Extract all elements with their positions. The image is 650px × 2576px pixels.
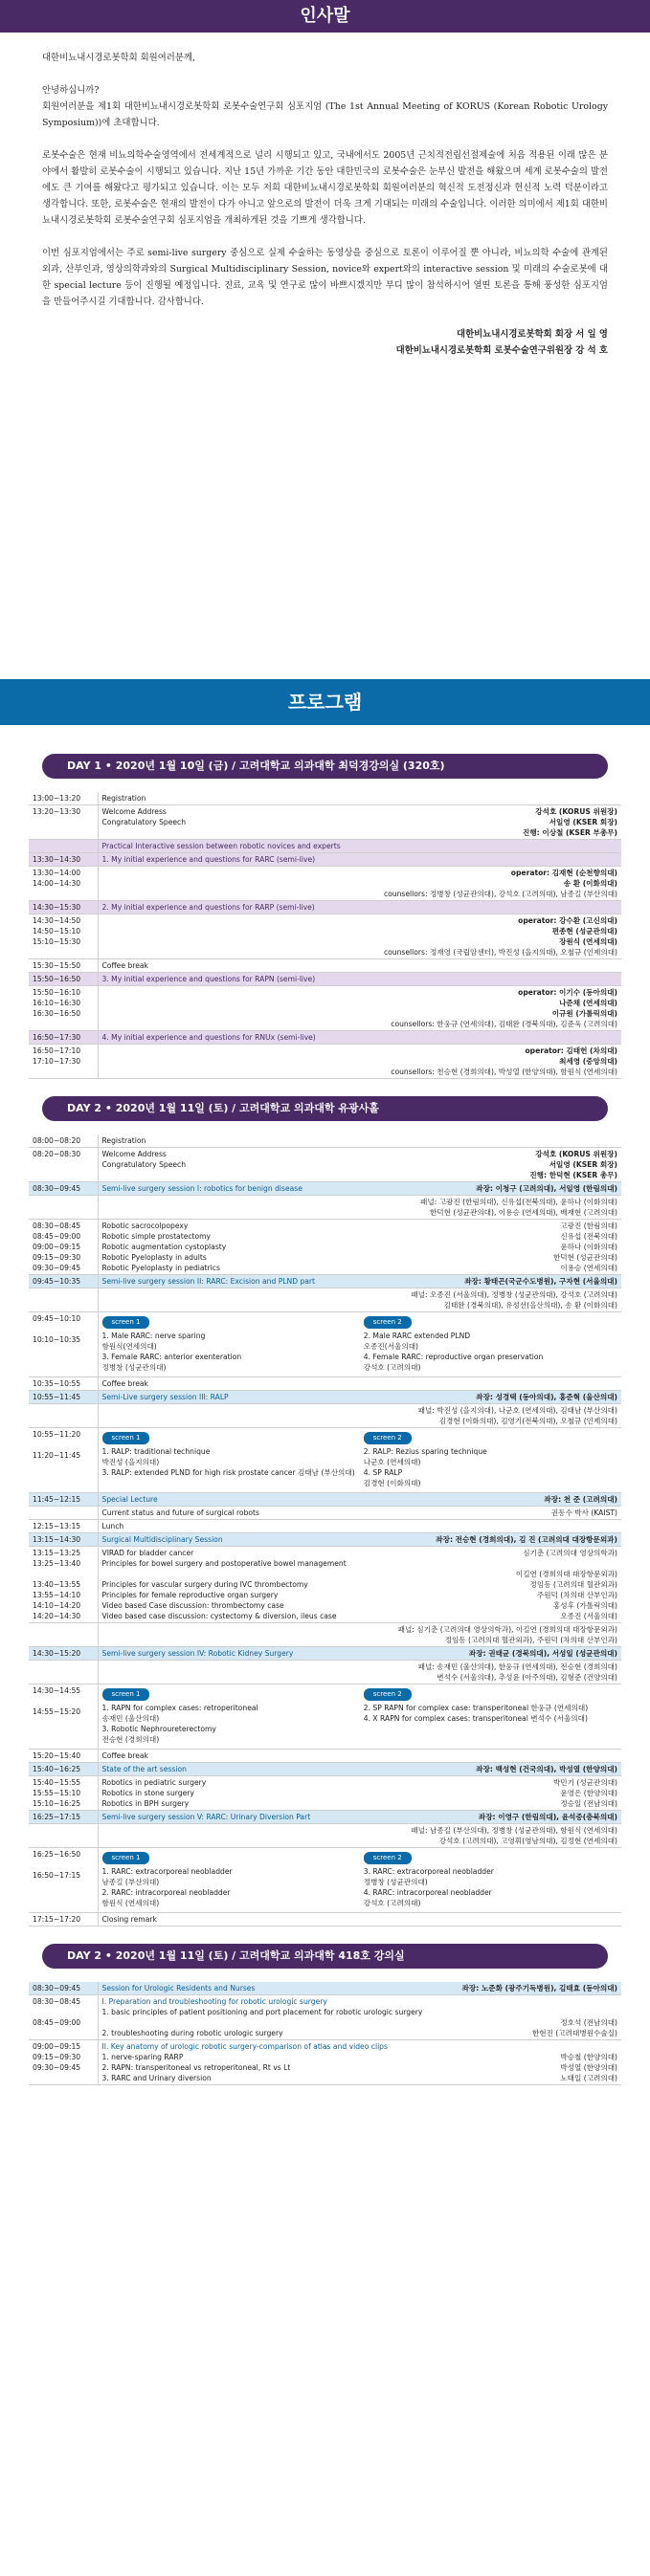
day-title-bar: DAY 1 • 2020년 1월 10일 (금) / 고려대학교 의과대학 최덕경강의실 (320호)	[42, 754, 608, 779]
time-slot: 13:15~14:30	[29, 1533, 98, 1547]
time-slot: 08:30~09:45	[29, 1182, 98, 1196]
table-row	[29, 1196, 621, 1220]
screen-columns	[102, 1849, 618, 1911]
speaker-info: 패널: 박진성 (을지의대), 나군호 (연세의대), 김태남 (부산의대) 김경현 (이화의대), 김영기(전북의대), 오철규 (인제의대)	[417, 1406, 617, 1425]
screen-column	[102, 1316, 356, 1373]
speaker-info: 패널: 고광진 (한림의대), 신유섭(전북의대), 윤하나 (이화의대) 한덕현 (성균관의대), 이용승 (연세의대), 배재현 (고려의대)	[420, 1198, 617, 1217]
program-section	[0, 725, 650, 2085]
screen-columns	[102, 1685, 618, 1748]
session-line	[102, 1197, 618, 1218]
screen-talks: 1. Male RARC: nerve sparing 함원식(연세의대) 3. Female RARC: anterior exenteration 정병창 (성균관의대)	[101, 1332, 242, 1372]
speaker-info: 패널: 오종진 (서울의대), 정병창 (성균관의대), 강석호 (고려의대) 김태완 (경북의대), 유성선(을산의대), 송 환 (이화의대)	[411, 1290, 617, 1310]
table-row	[29, 1134, 621, 1148]
table-row	[29, 1547, 621, 1623]
session-line	[102, 1521, 618, 1531]
session-cell	[98, 1134, 621, 1148]
table-row	[29, 1623, 621, 1647]
table-row	[29, 1533, 621, 1547]
speaker-info: 박민기 (성균관의대) 윤영은 (한양의대) 정승일 (전남의대)	[552, 1778, 617, 1808]
counsellors-info: counsellors: 천승현 (경희의대), 박성열 (한양의대), 함원식 (연세의대)	[391, 1068, 617, 1076]
time-slot: 08:00~08:20	[29, 1134, 98, 1148]
session-title: 2. My initial experience and questions for RARP (semi-live)	[101, 903, 315, 912]
time-slot: 13:20~13:30	[29, 805, 98, 840]
time-slot: 11:45~12:15	[29, 1493, 98, 1507]
table-row	[29, 1776, 621, 1811]
session-title: Robotics in pediatric surgery Robotics in stone surgery Robotics in BPH surgery	[101, 1778, 207, 1808]
time-slot: 12:15~13:15	[29, 1520, 98, 1533]
time-slot: 14:30~15:20	[29, 1647, 98, 1661]
screen-column	[364, 1852, 617, 1908]
time-slot: 08:20~08:30	[29, 1148, 98, 1182]
talk-list: 1. nerve-sparing RARP 2. RAPN: transperitoneal vs retroperitoneal, Rt vs Lt 3. RARC and Urinary diversion	[101, 2053, 291, 2082]
screen-talks: 3. RARC: extracorporeal neobladder 정병창 (성균관의대) 4. RARC: intracorporeal neobladder 강석호 (고려의대)	[363, 1867, 494, 1907]
session-cell	[98, 1182, 621, 1196]
session-cell	[98, 1848, 621, 1913]
session-cell	[98, 986, 621, 1031]
table-row	[29, 1661, 621, 1684]
chair-info: 좌장: 권태균 (경북의대), 서성일 (성균관의대)	[468, 1649, 617, 1658]
session-cell	[98, 1661, 621, 1684]
screen-talks: 2. Male RARC extended PLND 오종진(서울의대) 4. Female RARC: reproductive organ preservation 강석호 (고려의대)	[363, 1332, 544, 1372]
session-title: Practical Interactive session between robotic novices and experts	[101, 842, 341, 850]
time-slot: 08:30~09:45	[29, 1982, 98, 1995]
time-slot: 10:35~10:55	[29, 1377, 98, 1391]
table-row	[29, 1995, 621, 2040]
time-slot: 15:20~15:40	[29, 1750, 98, 1763]
time-slot: 08:30~08:45 08:45~09:00 09:00~09:15 09:15~09:30 09:30~09:45	[29, 1220, 98, 1275]
session-cell	[98, 901, 621, 914]
screen-column	[364, 1432, 617, 1488]
session-line	[102, 1534, 618, 1545]
time-slot: 16:25~17:15	[29, 1811, 98, 1824]
session-title: Surgical Multidisciplinary Session	[101, 1535, 223, 1544]
time-slot: 16:25~16:50 16:50~17:15	[29, 1848, 98, 1913]
session-line	[102, 987, 618, 1019]
subsection-body	[102, 2052, 618, 2083]
screen-badge: screen 2	[364, 1688, 412, 1701]
time-slot: 15:30~15:50	[29, 959, 98, 973]
session-line	[102, 1378, 618, 1389]
table-row	[29, 1824, 621, 1848]
session-cell	[98, 1507, 621, 1520]
screen-talks: 1. RAPN for complex cases: retroperitoneal 송재민 (울산의대) 3. Robotic Nephroureterectomy 전승현 (경희의대)	[101, 1704, 258, 1744]
session-line	[102, 1392, 618, 1402]
time-slot: 10:55~11:20 11:20~11:45	[29, 1428, 98, 1493]
time-slot	[29, 1404, 98, 1428]
table-row	[29, 1684, 621, 1750]
day-gap	[29, 1926, 621, 1944]
table-row	[29, 867, 621, 901]
session-title: Session for Urologic Residents and Nurses	[101, 1984, 256, 1993]
greeting-paragraph-2: 로봇수술은 현재 비뇨의학수술영역에서 전세계적으로 널리 시행되고 있고, 국내에서도 2005년 근치적전립선절제술에 처음 적용된 이래 많은 분야에서 활발히 로봇수술이 시행되고 있습니다. 지난 15년 가까운 기간 동안 대한민국의 로봇수술은 눈부신 발전을 해왔으며 세계 로봇수술의 발전에도 큰 기여를 해왔다고 평가되고 있습니다. 이는 모두 저희 대한비뇨내시경로봇학회 회원여러분의 혁신적 도전정신과 헌신적 노력 덕분이라고 생각합니다. 또한, 로봇수술은 현재의 발전이 다가 아니고 앞으로의 발전이 더욱 크게 기대되는 미래의 수술입니다. 이러한 의미에서 제1회 대한비뇨내시경로봇학회 로봇수술연구회 심포지엄을 개최하게된 것을 기쁘게 생각합니다.	[42, 150, 608, 226]
session-line	[102, 915, 618, 947]
signature-chair: 대한비뇨내시경로봇학회 로봇수술연구위원장 강 석 호	[395, 345, 608, 356]
session-cell	[98, 867, 621, 901]
time-slot: 13:30~14:00 14:00~14:30	[29, 867, 98, 901]
session-line	[102, 1135, 618, 1146]
table-row	[29, 914, 621, 959]
table-row	[29, 973, 621, 986]
screen-column	[102, 1852, 356, 1908]
session-cell	[98, 1275, 621, 1288]
screen-badge: screen 1	[102, 1852, 150, 1864]
session-line	[102, 1046, 618, 1067]
time-slot: 14:30~14:55 14:55~15:20	[29, 1684, 98, 1750]
greeting-paragraph-3: 이번 심포지엄에서는 주로 semi-live surgery 중심으로 실제 수술하는 동영상을 중심으로 토론이 이루어질 뿐 아니라, 비뇨의학 수술에 관계된 외과, 산부인과, 영상의학과와의 Surgical Multidisciplinary Session, novice와 expert와의 interactive session 및 미래의 수술로봇에 대한 special lecture 등이 진행될 예정입니다. 진료, 교육 및 연구로 많이 바쁘시겠지만 부디 많이 참석하시어 열띤 토론을 통해 풍성한 심포지엄을 만들어주시길 기대합니다. 감사합니다.	[42, 248, 608, 307]
subsection-title: I. Preparation and troubleshooting for robotic urologic surgery	[101, 1997, 327, 2006]
program-banner: 프로그램	[0, 679, 650, 725]
time-slot	[29, 840, 98, 853]
screen-badge: screen 2	[364, 1432, 412, 1444]
session-cell	[98, 792, 621, 805]
session-cell	[98, 1493, 621, 1507]
session-title: Semi-Live surgery session III: RALP	[101, 1393, 229, 1401]
session-title: Lunch	[101, 1522, 124, 1530]
table-row	[29, 1031, 621, 1045]
screen-talks: 1. RALP: traditional technique 박진성 (을지의대) 3. RALP: extended PLND for high risk prostate cancer 김태남 (부산의대)	[101, 1447, 355, 1477]
day-title-bar: DAY 2 • 2020년 1월 11일 (토) / 고려대학교 의과대학 418호 강의실	[42, 1944, 608, 1969]
greeting-banner: 인사말	[0, 0, 650, 33]
screen-column	[102, 1688, 356, 1745]
speaker-info: 패널: 심기춘 (고려의대 영상의학과), 이길연 (경희의대 대장항문외과) 정임동 (고려의대 혈관외과), 주원덕 (차의대 산부인과)	[397, 1625, 617, 1644]
session-cell	[98, 1377, 621, 1391]
time-slot	[29, 1507, 98, 1520]
session-cell	[98, 1824, 621, 1848]
session-title: Current status and future of surgical robots	[101, 1508, 259, 1517]
table-row	[29, 1045, 621, 1079]
session-line	[102, 868, 618, 889]
table-row	[29, 959, 621, 973]
chair-info: 좌장: 성경택 (동아의대), 홍준혁 (울산의대)	[476, 1393, 617, 1401]
session-cell	[98, 1995, 621, 2040]
session-line	[102, 793, 618, 804]
time-slot: 17:15~17:20	[29, 1913, 98, 1926]
session-cell	[98, 1750, 621, 1763]
speaker-list: 정호석 (전남의대) 한현진 (고려대병원수술실)	[531, 2018, 617, 2037]
table-row	[29, 853, 621, 867]
time-slot: 09:45~10:10 10:10~10:35	[29, 1312, 98, 1377]
time-slot: 13:00~13:20	[29, 792, 98, 805]
session-line	[102, 854, 618, 865]
session-cell	[98, 853, 621, 867]
session-cell	[98, 1982, 621, 1995]
session-cell	[98, 1623, 621, 1647]
table-row	[29, 792, 621, 805]
table-row	[29, 1220, 621, 1275]
screen-talks: 2. RALP: Rezius sparing technique 나군호 (연세의대) 4. SP RALP 김경현 (이화의대)	[363, 1447, 487, 1487]
time-slot: 09:45~10:35	[29, 1275, 98, 1288]
speaker-info: operator: 강수환 (고신의대) 편종현 (성균관의대) 장원식 (연세의대)	[518, 916, 617, 946]
speaker-info: 패널: 송재민 (울산의대), 한웅규 (연세의대), 전승현 (경희의대) 변석수 (서울의대), 추성윤 (아주의대), 김형준 (건양의대)	[417, 1662, 617, 1682]
table-row	[29, 901, 621, 914]
session-title: Registration	[101, 1136, 146, 1145]
session-line	[102, 1914, 618, 1925]
session-title: VIRAD for bladder cancer Principles for bowel surgery and postoperative bowel management Principles for vascular surgery during IVC thrombectomy Principles for female reproductive organ surgery Video based Case discussion: thrombectomy case Video based case discussion: cystectomy & diversion, ileus case	[101, 1549, 347, 1620]
day-title-bar: DAY 2 • 2020년 1월 11일 (토) / 고려대학교 의과대학 유광사홀	[42, 1096, 608, 1121]
chair-info: 좌장: 이청구 (고려의대), 서일영 (한림의대)	[476, 1184, 617, 1193]
session-title: Closing remark	[101, 1915, 157, 1924]
session-title: Registration	[101, 794, 146, 803]
chair-info: 좌장: 노준화 (광주기독병원), 김태효 (동아의대)	[461, 1984, 617, 1993]
time-slot: 15:50~16:10 16:10~16:30 16:30~16:50	[29, 986, 98, 1031]
greeting-letter	[0, 33, 650, 679]
time-slot: 16:50~17:30	[29, 1031, 98, 1045]
table-row	[29, 1507, 621, 1520]
session-line	[102, 1825, 618, 1846]
session-cell	[98, 1404, 621, 1428]
session-cell	[98, 914, 621, 959]
screen-badge: screen 2	[364, 1852, 412, 1864]
session-title: Welcome Address Congratulatory Speech	[101, 807, 187, 826]
table-row	[29, 1493, 621, 1507]
table-row	[29, 840, 621, 853]
session-cell	[98, 1288, 621, 1312]
session-line	[102, 1149, 618, 1180]
screen-column	[364, 1688, 617, 1745]
session-line	[102, 1983, 618, 1993]
session-cell	[98, 1391, 621, 1404]
time-slot	[29, 1661, 98, 1684]
table-row	[29, 986, 621, 1031]
session-line	[102, 902, 618, 913]
table-row	[29, 1763, 621, 1776]
session-cell	[98, 840, 621, 853]
speaker-info: 고광진 (한림의대) 신유섭 (전북의대) 윤하나 (이화의대) 한덕현 (성균관의대) 이용승 (연세의대)	[552, 1222, 617, 1272]
session-cell	[98, 1220, 621, 1275]
counsellors-info: counsellors: 정재영 (국립암센터), 박진성 (을지의대), 오철규 (인제의대)	[383, 948, 617, 957]
speaker-info: 강석호 (KORUS 위원장) 서일영 (KSER 회장) 진행: 이상철 (KSER 부총무)	[523, 807, 617, 837]
session-line	[102, 960, 618, 971]
session-cell	[98, 1811, 621, 1824]
session-line	[102, 1289, 618, 1310]
session-cell	[98, 1684, 621, 1750]
speaker-info: 권동수 박사 (KAIST)	[550, 1508, 617, 1517]
time-slot	[29, 1196, 98, 1220]
session-line	[102, 841, 618, 851]
table-row	[29, 1848, 621, 1913]
day-gap	[29, 1079, 621, 1096]
speaker-info: 심기춘 (고려의대 영상의학과) 이길연 (경희의대 대장항문외과) 정임동 (고려의대 혈관외과) 주원덕 (차의대 산부인과) 홍성후 (가톨릭의대) 오종진 (서울의대)	[515, 1549, 617, 1620]
time-slot: 13:30~14:30	[29, 853, 98, 867]
session-cell	[98, 1031, 621, 1045]
subsection-body	[102, 2007, 618, 2038]
session-cell	[98, 1776, 621, 1811]
session-line	[102, 1624, 618, 1645]
session-title: 3. My initial experience and questions for RAPN (semi-live)	[101, 975, 316, 983]
table-row	[29, 1391, 621, 1404]
time-slot	[29, 1288, 98, 1312]
table-row	[29, 1913, 621, 1926]
session-title: 1. My initial experience and questions for RARC (semi-live)	[101, 855, 316, 864]
session-title: State of the art session	[101, 1765, 187, 1773]
session-line	[102, 1276, 618, 1287]
session-line	[102, 806, 618, 838]
screen-badge: screen 1	[102, 1432, 150, 1444]
chair-info: 좌장: 전승현 (경희의대), 김 진 (고려의대 대장항문외과)	[436, 1535, 617, 1544]
table-row	[29, 1182, 621, 1196]
speaker-info: operator: 김태헌 (차의대) 최세영 (중앙의대)	[525, 1046, 617, 1066]
session-title: 4. My initial experience and questions for RNUx (semi-live)	[101, 1033, 316, 1042]
session-cell	[98, 1312, 621, 1377]
time-slot: 15:40~16:25	[29, 1763, 98, 1776]
talk-list: 1. basic principles of patient positioning and port placement for robotic urologic surgery 2. troubleshooting during robotic urologic surgery	[101, 2008, 423, 2037]
time-slot: 16:50~17:10 17:10~17:30	[29, 1045, 98, 1079]
table-row	[29, 1404, 621, 1428]
screen-badge: screen 2	[364, 1316, 412, 1329]
chair-info: 좌장: 천 준 (고려의대)	[544, 1495, 617, 1504]
time-slot: 14:30~14:50 14:50~15:10 15:10~15:30	[29, 914, 98, 959]
time-slot: 13:15~13:25 13:25~13:40 13:40~13:55 13:55~14:10 14:10~14:20 14:20~14:30	[29, 1547, 98, 1623]
session-line	[102, 1508, 618, 1518]
table-row	[29, 1377, 621, 1391]
subsection-title: II. Key anatomy of urologic robotic surgery-comparison of atlas and video clips	[101, 2042, 388, 2051]
table-row	[29, 2040, 621, 2085]
session-line	[102, 1777, 618, 1809]
session-line	[102, 1548, 618, 1621]
schedule-table	[29, 1982, 621, 2085]
speaker-info: 패널: 남종길 (부산의대), 정병창 (성균관의대), 함원식 (연세의대) 강석호 (고려의대), 고영휘(영남의대), 김정현 (연세의대)	[411, 1826, 617, 1845]
session-title: Coffee break	[101, 961, 148, 970]
table-row	[29, 1312, 621, 1377]
time-slot: 14:30~15:30	[29, 901, 98, 914]
chair-info: 좌장: 백성현 (건국의대), 박성열 (한양의대)	[476, 1765, 617, 1773]
screen-columns	[102, 1429, 618, 1491]
session-cell	[98, 1763, 621, 1776]
session-title: Welcome Address Congratulatory Speech	[101, 1150, 187, 1169]
session-line	[102, 974, 618, 984]
session-cell	[98, 805, 621, 840]
session-cell	[98, 1647, 621, 1661]
session-cell	[98, 1196, 621, 1220]
time-slot: 08:30~08:45 08:45~09:00	[29, 1995, 98, 2040]
session-title: Semi-live surgery session IV: Robotic Kidney Surgery	[101, 1649, 294, 1658]
schedule-table	[29, 1134, 621, 1926]
screen-columns	[102, 1313, 618, 1376]
session-line	[102, 1405, 618, 1426]
counsellors-info: counsellors: 한웅규 (연세의대), 김태완 (경북의대), 김준욱 (고려의대)	[391, 1020, 617, 1028]
session-line	[102, 1662, 618, 1683]
session-cell	[98, 1913, 621, 1926]
time-slot	[29, 1824, 98, 1848]
session-cell	[98, 973, 621, 986]
session-cell	[98, 1045, 621, 1079]
session-cell	[98, 2040, 621, 2085]
table-row	[29, 1288, 621, 1312]
time-slot	[29, 1623, 98, 1647]
session-line	[102, 1221, 618, 1273]
session-line	[102, 1032, 618, 1043]
table-row	[29, 1428, 621, 1493]
chair-info: 좌장: 황태곤(국군수도병원), 구자현 (서울의대)	[464, 1277, 617, 1286]
session-title: Semi-live surgery session II: RARC: Excision and PLND part	[101, 1277, 316, 1286]
time-slot: 15:40~15:55 15:55~15:10 15:10~16:25	[29, 1776, 98, 1811]
session-cell	[98, 1520, 621, 1533]
table-row	[29, 1750, 621, 1763]
salutation: 대한비뇨내시경로봇학회 회원여러분께,	[42, 53, 195, 63]
session-title: Special Lecture	[101, 1495, 158, 1504]
screen-column	[364, 1316, 617, 1373]
session-line	[102, 1812, 618, 1822]
screen-talks: 1. RARC: extracorporeal neobladder 남종길 (부산의대) 2. RARC: intracorporeal neobladder 함원식 (연세의대)	[101, 1867, 233, 1907]
screen-talks: 2. SP RAPN for complex case: transperitoneal 한웅규 (연세의대) 4. X RAPN for complex cases: transperitoneal 변석수 (서울의대)	[363, 1704, 589, 1723]
speaker-list: 박승철 (한양의대) 박성열 (한양의대) 노태일 (고려의대)	[560, 2053, 617, 2082]
table-row	[29, 805, 621, 840]
table-row	[29, 1275, 621, 1288]
table-row	[29, 1520, 621, 1533]
counsellors-info: counsellors: 정병창 (성균관의대), 강석호 (고려의대), 남종길 (부산의대)	[383, 890, 617, 898]
table-row	[29, 1811, 621, 1824]
table-row	[29, 1647, 621, 1661]
greeting-paragraph-1: 안녕하십니까? 회원여러분을 제1회 대한비뇨내시경로봇학회 로봇수술연구회 심포지엄 (The 1st Annual Meeting of KORUS (Korean Robotic Urology Symposium))에 초대합니다.	[42, 85, 608, 128]
screen-column	[102, 1432, 356, 1488]
session-cell	[98, 959, 621, 973]
session-title: Semi-live surgery session V: RARC: Urinary Diversion Part	[101, 1813, 311, 1821]
session-line	[102, 1183, 618, 1194]
session-title: Robotic sacrocolpopexy Robotic simple prostatectomy Robotic augmentation cystoplasty Robotic Pyeloplasty in adults Robotic Pyeloplasty in pediatrics	[101, 1222, 227, 1272]
speaker-info: 강석호 (KORUS 위원장) 서일영 (KSER 회장) 진행: 한덕현 (KSER 총무)	[529, 1150, 617, 1179]
signature-president: 대한비뇨내시경로봇학회 회장 서 일 영	[457, 329, 608, 340]
screen-badge: screen 1	[102, 1688, 150, 1701]
session-line	[102, 1648, 618, 1659]
session-line	[102, 1750, 618, 1761]
schedule-table	[29, 792, 621, 1079]
session-title: Coffee break	[101, 1379, 148, 1388]
speaker-info: operator: 이기수 (동아의대) 나준채 (연세의대) 이규원 (가톨릭의대)	[518, 988, 617, 1018]
table-row	[29, 1982, 621, 1995]
session-cell	[98, 1533, 621, 1547]
time-slot: 09:00~09:15 09:15~09:30 09:30~09:45	[29, 2040, 98, 2085]
session-line	[102, 1764, 618, 1774]
session-cell	[98, 1547, 621, 1623]
session-line	[102, 1494, 618, 1505]
session-title: Semi-live surgery session I: robotics for benign disease	[101, 1184, 303, 1193]
screen-badge: screen 1	[102, 1316, 150, 1329]
session-title: Coffee break	[101, 1751, 148, 1760]
time-slot: 15:50~16:50	[29, 973, 98, 986]
time-slot: 10:55~11:45	[29, 1391, 98, 1404]
session-cell	[98, 1148, 621, 1182]
chair-info: 좌장: 이영구 (한림의대), 윤석중(충북의대)	[478, 1813, 617, 1821]
speaker-info: operator: 김재현 (순천향의대) 송 환 (이화의대)	[510, 869, 617, 888]
session-cell	[98, 1428, 621, 1493]
table-row	[29, 1148, 621, 1182]
